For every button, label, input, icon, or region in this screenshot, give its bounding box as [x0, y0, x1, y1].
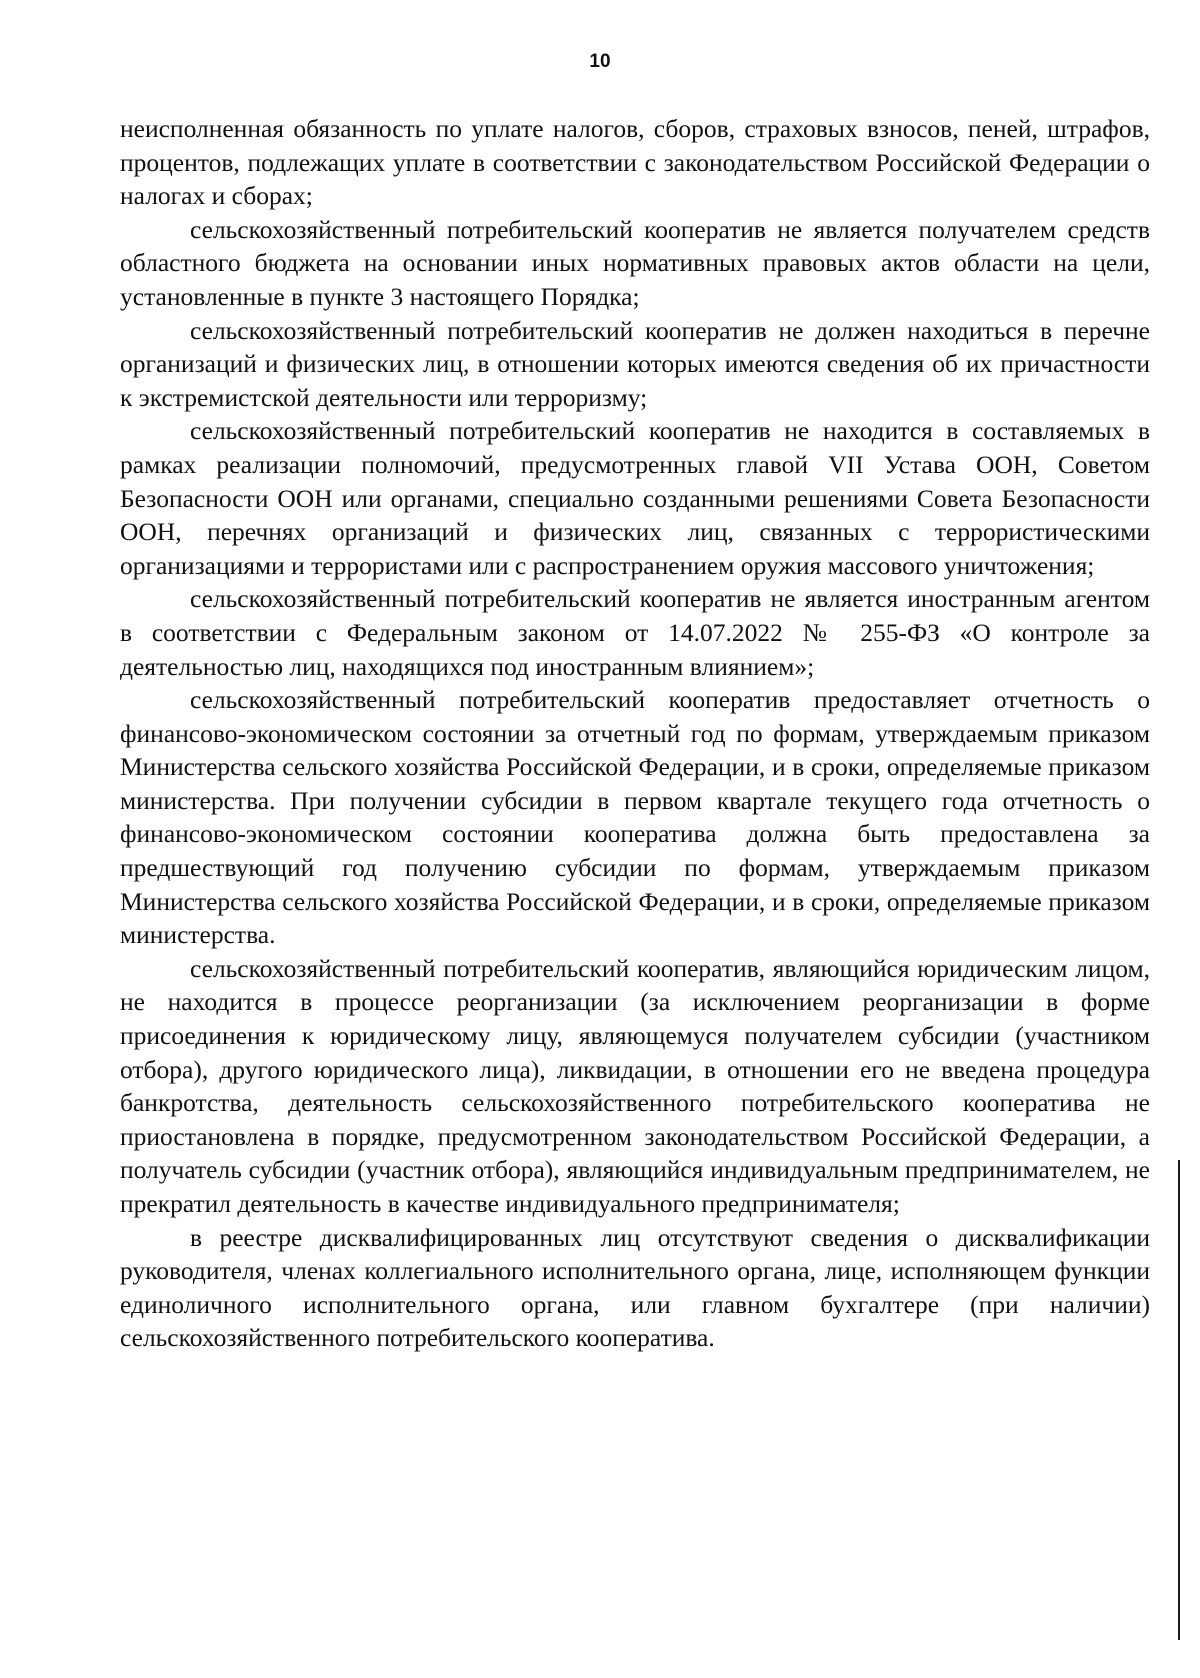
- paragraph-tax-obligation: неисполненная обязанность по уплате налогов, сборов, страховых взносов, пеней, штрафов, процентов, подлежащих уплате в соответствии с законодательством Российской Федерации о налогах и сборах;: [120, 114, 1150, 211]
- paragraph-extremism-list: сельскохозяйственный потребительский кооператив не должен находиться в перечне организаций и физических лиц, в отношении которых имеются сведения об их причастности к экстремистской деятельности или терроризму;: [120, 315, 1150, 412]
- scan-margin-line: [1178, 1160, 1180, 1640]
- page-number: 10: [589, 51, 611, 72]
- paragraph-foreign-agent: сельскохозяйственный потребительский кооператив не является иностранным агентом в соответствии с Федеральным законом от 14.07.2022 № 255-ФЗ «О контроле за деятельностью лиц, находящихся под иностранным влиянием»;: [120, 584, 1150, 681]
- paragraph-financial-reporting: сельскохозяйственный потребительский кооператив предоставляет отчетность о финансово-экономическом состоянии за отчетный год по формам, утверждаемым приказом Министерства сельского хозяйства Российской Федерации, и в сроки, определяемые приказом министерства. При получении субсидии в первом квартале текущего года отчетность о финансово-экономическом состоянии кооператива должна быть предоставлена за предшествующий год получению субсидии по формам, утверждаемым приказом Министерства сельского хозяйства Российской Федерации, и в сроки, определяемые приказом министерства.: [120, 685, 1150, 950]
- paragraph-reorganization: сельскохозяйственный потребительский кооператив, являющийся юридическим лицом, не находится в процессе реорганизации (за исключением реорганизации в форме присоединения к юридическому лицу, являющемуся получателем субсидии (участником отбора), другого юридического лица), ликвидации, в отношении его не введена процедура банкротства, деятельность сельскохозяйственного потребительского кооператива не приостановлена в порядке, предусмотренном законодательством Российской Федерации, а получатель субсидии (участник отбора), являющийся индивидуальным предпринимателем, не прекратил деятельность в качестве индивидуального предпринимателя;: [120, 953, 1150, 1218]
- paragraph-budget-recipient: сельскохозяйственный потребительский кооператив не является получателем средств областного бюджета на основании иных нормативных правовых актов области на цели, установленные в пункте 3 настоящего Порядка;: [120, 214, 1150, 311]
- document-body: [120, 112, 1150, 1355]
- paragraph-un-lists: сельскохозяйственный потребительский кооператив не находится в составляемых в рамках реализации полномочий, предусмотренных главой VII Устава ООН, Советом Безопасности ООН или органами, специально созданными решениями Совета Безопасности ООН, перечнях организаций и физических лиц, связанных с террористическими организациями и террористами или с распространением оружия массового уничтожения;: [120, 416, 1150, 580]
- paragraph-disqualification: в реестре дисквалифицированных лиц отсутствуют сведения о дисквалификации руководителя, членах коллегиального исполнительного органа, лице, исполняющем функции единоличного исполнительного органа, или главном бухгалтере (при наличии) сельскохозяйственного потребительского кооператива.: [120, 1222, 1150, 1353]
